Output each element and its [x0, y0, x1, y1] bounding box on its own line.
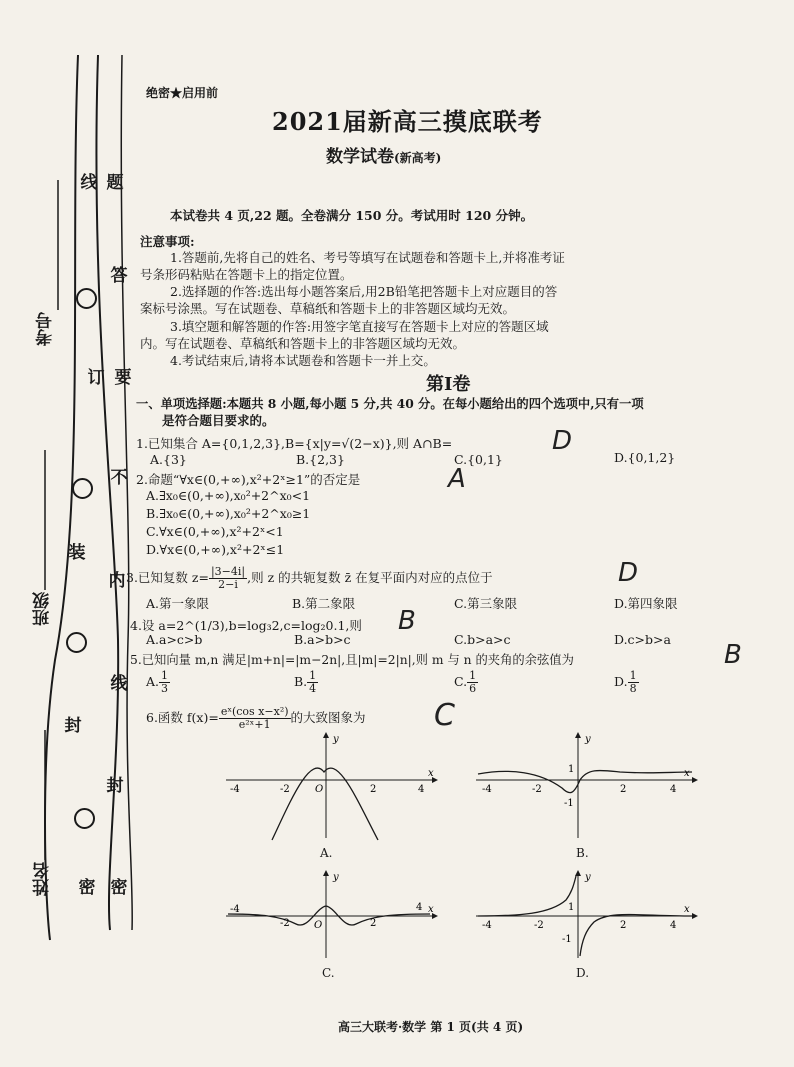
q3-option-c: C.第三象限 — [454, 596, 518, 611]
q3-stem: 3.已知复数 z= $\frac{|3-4i|}{2-i}$ ,则 z 的共轭复数 z̄ 在复平面内对应的点位于 — [126, 565, 493, 591]
margin-char-zhuang: 装 — [68, 543, 86, 563]
tick: 2 — [620, 784, 627, 795]
x-axis-label: x — [428, 904, 434, 915]
note-line: 2.选择题的作答:选出每小题答案后,用2B铅笔把答题卡上对应题目的答 — [170, 284, 558, 299]
margin-char-nei: 内 — [108, 571, 126, 591]
graph-d — [470, 870, 700, 960]
margin-char-feng-2: 封 — [106, 776, 124, 796]
margin-circle — [72, 478, 93, 499]
section-heading-cont: 是符合题目要求的。 — [162, 413, 275, 428]
q2-handwritten-answer: A — [448, 464, 466, 494]
graph-c-label: C. — [322, 966, 335, 980]
q5-handwritten-answer: B — [724, 640, 742, 670]
tick: -4 — [482, 920, 492, 931]
q6-fraction: $\frac{\text{eˣ(cos x−x²)}}{\text{e²ˣ+1}}$ — [220, 705, 289, 731]
exam-subtitle: 数学试卷(新高考) — [326, 147, 442, 167]
q5-option-d: D. $\frac{1}{8}$ — [614, 669, 637, 695]
q4-option-b: B.a>b>c — [294, 632, 351, 647]
tick: 2 — [370, 784, 377, 795]
section-heading: 一、单项选择题:本题共 8 小题,每小题 5 分,共 40 分。在每小题给出的四个选项中,只有一项 — [136, 396, 644, 411]
note-line: 内。写在试题卷、草稿纸和答题卡上的非答题区域均无效。 — [140, 336, 466, 351]
x-axis-label: x — [428, 768, 434, 779]
q2-option-b: B.∃x₀∈(0,+∞),x₀²+2^x₀≥1 — [146, 506, 311, 521]
q3-option-b: B.第二象限 — [292, 596, 356, 611]
q1-option-c: C.{0,1} — [454, 452, 503, 467]
note-line: 案标号涂黑。写在试题卷、草稿纸和答题卡上的非答题区域均无效。 — [140, 301, 516, 316]
x-axis-label: x — [684, 768, 690, 779]
graph-b — [470, 732, 700, 842]
q4-stem: 4.设 a=2^(1/3),b=log₃2,c=log₂0.1,则 — [130, 618, 362, 633]
notes-heading: 注意事项: — [140, 234, 195, 249]
tick: 4 — [418, 784, 425, 795]
q5-option-a: A. $\frac{1}{3}$ — [146, 669, 169, 695]
q6-handwritten-answer: C — [434, 698, 455, 733]
tick: 2 — [370, 918, 377, 929]
exam-title: 2021届新高三摸底联考 — [272, 107, 543, 136]
margin-char-mi-2: 密 — [110, 878, 128, 898]
tick: 2 — [620, 920, 627, 931]
tick: -4 — [230, 904, 240, 915]
part-title: 第Ⅰ卷 — [426, 374, 471, 395]
q1-option-b: B.{2,3} — [296, 452, 345, 467]
y-axis-label: y — [333, 734, 339, 745]
margin-circle — [76, 288, 97, 309]
page-footer: 高三大联考·数学 第 1 页(共 4 页) — [338, 1020, 524, 1034]
y-axis-label: y — [585, 734, 591, 745]
note-line: 4.考试结束后,请将本试题卷和答题卡一并上交。 — [170, 353, 436, 368]
tick: -2 — [534, 920, 544, 931]
q2-stem: 2.命题“∀x∈(0,+∞),x²+2ˣ≥1”的否定是 — [136, 472, 361, 487]
q6-stem: 6.函数 f(x)= $\frac{\text{eˣ(cos x−x²)}}{\text{e²ˣ+1}}$ 的大致图象为 — [146, 705, 366, 731]
margin-char-xian-1: 线 — [80, 173, 98, 193]
q5-option-b: B. $\frac{1}{4}$ — [294, 669, 317, 695]
tick: -2 — [280, 784, 290, 795]
q2-option-c: C.∀x∈(0,+∞),x²+2ˣ<1 — [146, 524, 284, 539]
margin-char-feng: 封 — [64, 716, 82, 736]
tick: -4 — [482, 784, 492, 795]
graph-a-label: A. — [320, 846, 333, 860]
graph-b-label: B. — [576, 846, 589, 860]
margin-char-mi: 密 — [78, 878, 96, 898]
q2-option-a: A.∃x₀∈(0,+∞),x₀²+2^x₀<1 — [146, 488, 311, 503]
q4-option-d: D.c>b>a — [614, 632, 671, 647]
q4-option-a: A.a>c>b — [146, 632, 203, 647]
tick: -2 — [532, 784, 542, 795]
y-axis-label: y — [333, 872, 339, 883]
tick: -4 — [230, 784, 240, 795]
margin-char-ding: 订 — [87, 368, 105, 388]
graph-d-label: D. — [576, 966, 590, 980]
y-axis-label: y — [585, 872, 591, 883]
tick: -1 — [564, 798, 574, 809]
q4-option-c: C.b>a>c — [454, 632, 511, 647]
margin-char-ti: 题 — [106, 173, 124, 193]
tick: 4 — [670, 784, 677, 795]
margin-char-da: 答 — [110, 266, 128, 286]
x-axis-label: x — [684, 904, 690, 915]
q3-fraction: $\frac{|3-4i|}{2-i}$ — [210, 565, 246, 591]
secret-label: 绝密★启用前 — [146, 86, 219, 100]
binding-margin-lines — [0, 0, 140, 1067]
note-line: 1.答题前,先将自己的姓名、考号等填写在试题卷和答题卡上,并将准考证 — [170, 250, 565, 265]
q3-handwritten-answer: D — [618, 558, 639, 588]
q5-stem: 5.已知向量 m,n 满足|m+n|=|m−2n|,且|m|=2|n|,则 m 与 n 的夹角的余弦值为 — [130, 653, 574, 667]
graph-c — [220, 870, 440, 960]
q4-handwritten-answer: B — [398, 606, 416, 636]
note-line: 号条形码粘贴在答题卡上的指定位置。 — [140, 267, 353, 282]
tick: 1 — [568, 902, 575, 913]
origin: O — [315, 784, 324, 795]
note-line: 3.填空题和解答题的作答:用签字笔直接写在答题卡上对应的答题区域 — [170, 319, 549, 334]
margin-circle — [66, 632, 87, 653]
margin-char-bu: 不 — [110, 468, 128, 488]
margin-char-yao: 要 — [114, 368, 132, 388]
graph-a — [220, 732, 440, 842]
tick: 4 — [416, 902, 423, 913]
exam-intro: 本试卷共 4 页,22 题。全卷满分 150 分。考试用时 120 分钟。 — [170, 208, 534, 223]
tick: -2 — [280, 918, 290, 929]
q5-option-c: C. $\frac{1}{6}$ — [454, 669, 477, 695]
q1-handwritten-answer: D — [552, 426, 573, 456]
label-banji: 班级 — [32, 592, 53, 626]
q2-option-d: D.∀x∈(0,+∞),x²+2ˣ≤1 — [146, 542, 285, 557]
label-xingming: 姓名 — [32, 862, 53, 896]
tick: 4 — [670, 920, 677, 931]
origin: O — [314, 920, 323, 931]
q1-option-a: A.{3} — [150, 452, 187, 467]
label-kaohao: 考号 — [35, 312, 56, 346]
q1-option-d: D.{0,1,2} — [614, 450, 676, 465]
q3-option-a: A.第一象限 — [146, 596, 210, 611]
margin-char-xian-2: 线 — [110, 674, 128, 694]
tick: -1 — [562, 934, 572, 945]
margin-circle — [74, 808, 95, 829]
tick: 1 — [568, 764, 575, 775]
q3-option-d: D.第四象限 — [614, 596, 678, 611]
q1-stem: 1.已知集合 A={0,1,2,3},B={x|y=√(2−x)},则 A∩B= — [136, 436, 453, 451]
